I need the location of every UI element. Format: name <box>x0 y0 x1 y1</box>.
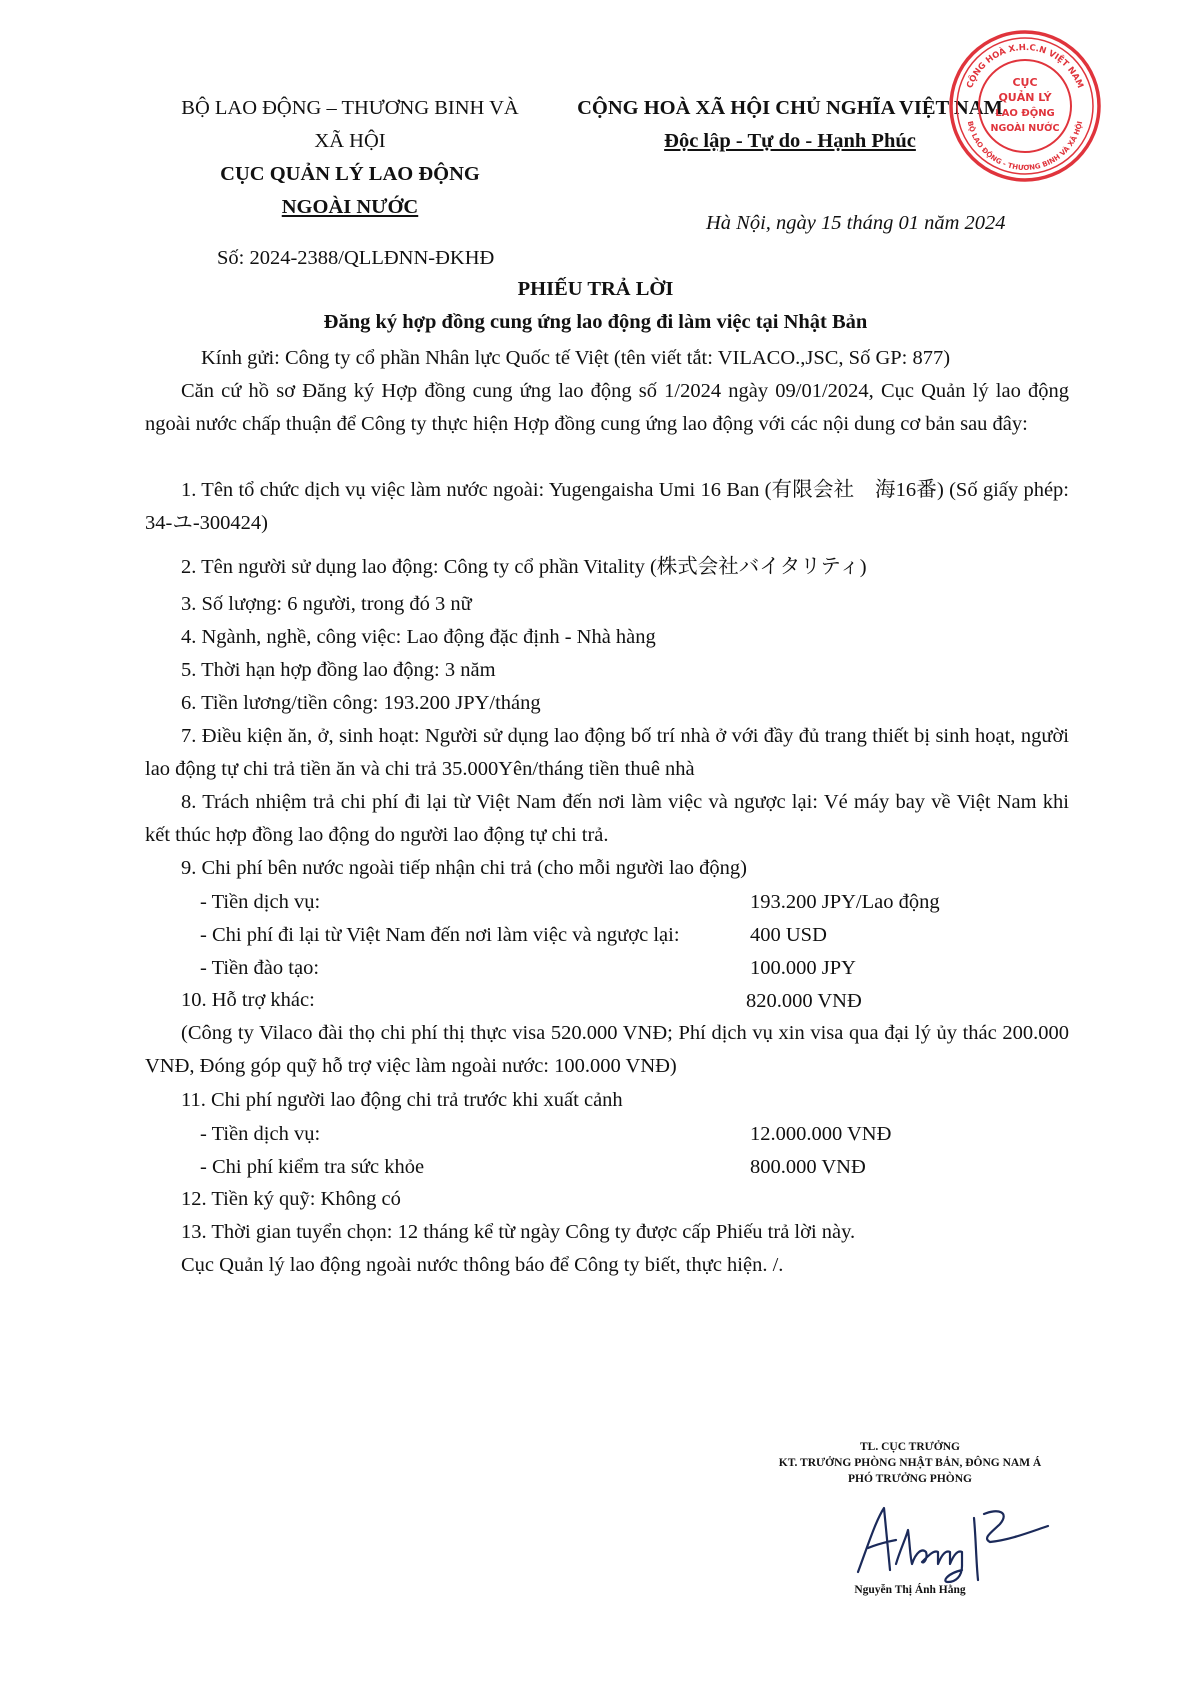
signature-title-line1: TL. CỤC TRƯỞNG <box>860 1441 960 1453</box>
document-subtitle: Đăng ký hợp đồng cung ứng lao động đi làm việc tại Nhật Bản <box>323 311 868 333</box>
item-13: 13. Thời gian tuyển chọn: 12 tháng kể từ ngày Công ty được cấp Phiếu trả lời này. <box>181 1221 856 1243</box>
ministry-name-line1: BỘ LAO ĐỘNG – THƯƠNG BINH VÀ <box>181 97 519 119</box>
signature-title-line3: PHÓ TRƯỞNG PHÒNG <box>848 1473 972 1485</box>
department-name-line2: NGOÀI NƯỚC <box>281 196 419 218</box>
item-9-row-value: 400 USD <box>750 924 827 946</box>
national-motto: Độc lập - Tự do - Hạnh Phúc <box>664 130 916 152</box>
item-10-note: (Công ty Vilaco đài thọ chi phí thị thực visa 520.000 VNĐ; Phí dịch vụ xin visa qua đại lý ủy thác 200.000 VNĐ, Đóng góp quỹ hỗ trợ việc làm ngoài nước: 100.000 VNĐ) <box>145 1022 1069 1077</box>
item-9-row-value: 100.000 JPY <box>750 957 856 979</box>
item-11-row-label: - Chi phí kiểm tra sức khỏe <box>200 1156 425 1178</box>
stamp-ring-text-bottom: BỘ LAO ĐỘNG - THƯƠNG BINH VÀ XÃ HỘI <box>965 120 1085 173</box>
item-9-row-label: - Chi phí đi lại từ Việt Nam đến nơi làm việc và ngược lại: <box>200 924 680 946</box>
item-8: 8. Trách nhiệm trả chi phí đi lại từ Việt Nam đến nơi làm việc và ngược lại: Vé máy bay về Việt Nam khi kết thúc hợp đồng lao động do người lao động tự chi trả. <box>145 791 1069 846</box>
item-11: 11. Chi phí người lao động chi trả trước khi xuất cảnh <box>181 1089 623 1111</box>
item-7: 7. Điều kiện ăn, ở, sinh hoạt: Người sử dụng lao động bố trí nhà ở với đầy đủ trang thiết bị sinh hoạt, người lao động tự chi trả tiền ăn và chi trả 35.000Yên/tháng tiền thuê nhà <box>145 725 1069 780</box>
closing-line: Cục Quản lý lao động ngoài nước thông báo để Công ty biết, thực hiện. /. <box>181 1254 784 1276</box>
item-11-row-value: 12.000.000 VNĐ <box>750 1123 892 1145</box>
document-title: PHIẾU TRẢ LỜI <box>517 278 674 300</box>
stamp-center-line3: LAO ĐỘNG <box>995 108 1055 119</box>
department-name-line1: CỤC QUẢN LÝ LAO ĐỘNG <box>220 163 480 185</box>
item-9-row-value: 193.200 JPY/Lao động <box>750 891 940 913</box>
item-11-row-label: - Tiền dịch vụ: <box>200 1123 321 1145</box>
stamp-center-line4: NGOÀI NƯỚC <box>990 123 1060 134</box>
item-10-value: 820.000 VNĐ <box>746 990 862 1012</box>
item-9-row-label: - Tiền đào tạo: <box>200 957 320 979</box>
country-name: CỘNG HOÀ XÃ HỘI CHỦ NGHĨA VIỆT NAM <box>577 97 1003 119</box>
stamp-center-line1: CỤC <box>1012 76 1038 89</box>
item-10-label: 10. Hỗ trợ khác: <box>181 989 315 1011</box>
intro-paragraph: Căn cứ hồ sơ Đăng ký Hợp đồng cung ứng lao động số 1/2024 ngày 09/01/2024, Cục Quản lý lao động ngoài nước chấp thuận để Công ty thực hiện Hợp đồng cung ứng lao động với các nội dung cơ bản sau đây: <box>145 380 1069 435</box>
handwritten-signature <box>850 1490 1050 1585</box>
item-3: 3. Số lượng: 6 người, trong đó 3 nữ <box>181 593 472 615</box>
item-12: 12. Tiền ký quỹ: Không có <box>181 1188 401 1210</box>
ministry-name-line2: XÃ HỘI <box>314 130 386 152</box>
document-number: Số: 2024-2388/QLLĐNN-ĐKHĐ <box>217 247 495 269</box>
item-5: 5. Thời hạn hợp đồng lao động: 3 năm <box>181 659 496 681</box>
item-9: 9. Chi phí bên nước ngoài tiếp nhận chi trả (cho mỗi người lao động) <box>181 857 747 879</box>
signer-name: Nguyễn Thị Ánh Hằng <box>854 1584 966 1596</box>
stamp-ring-text: CỘNG HOÀ X.H.C.N VIỆT NAM <box>965 42 1085 90</box>
stamp-center-line2: QUẢN LÝ <box>998 91 1052 104</box>
item-11-row-value: 800.000 VNĐ <box>750 1156 866 1178</box>
signature-title-line2: KT. TRƯỞNG PHÒNG NHẬT BẢN, ĐÔNG NAM Á <box>778 1457 1042 1469</box>
item-6: 6. Tiền lương/tiền công: 193.200 JPY/tháng <box>181 692 541 714</box>
issuing-authority-block <box>150 92 550 224</box>
official-stamp <box>947 28 1103 184</box>
recipient-line: Kính gửi: Công ty cổ phần Nhân lực Quốc tế Việt (tên viết tắt: VILACO.,JSC, Số GP: 877) <box>201 347 951 369</box>
item-2: 2. Tên người sử dụng lao động: Công ty cổ phần Vitality (株式会社バイタリティ) <box>181 556 867 578</box>
national-title-block <box>570 92 1010 158</box>
issue-date: Hà Nội, ngày 15 tháng 01 năm 2024 <box>706 212 1006 234</box>
item-1: 1. Tên tổ chức dịch vụ việc làm nước ngoài: Yugengaisha Umi 16 Ban (有限会社 海16番) (Số giấy phép: 34-ユ-300424) <box>145 479 1069 534</box>
item-4: 4. Ngành, nghề, công việc: Lao động đặc định - Nhà hàng <box>181 626 656 648</box>
item-9-row-label: - Tiền dịch vụ: <box>200 891 321 913</box>
